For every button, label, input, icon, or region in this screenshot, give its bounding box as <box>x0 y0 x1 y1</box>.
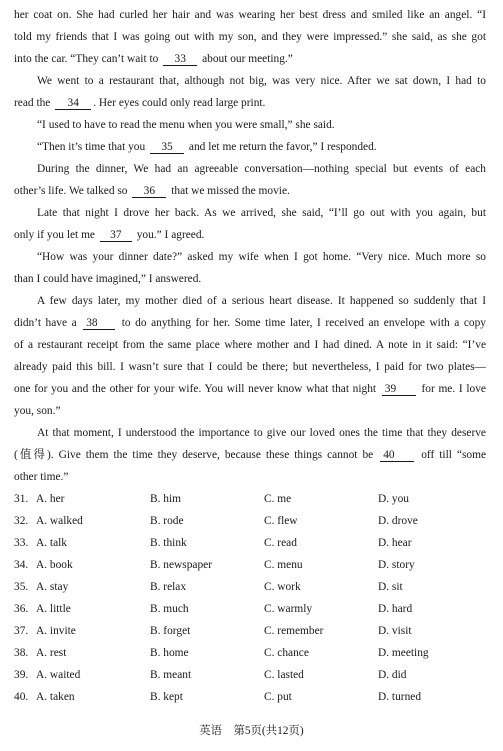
passage-line-22: other time.” <box>14 471 69 483</box>
option-d: D. turned <box>378 691 422 703</box>
passage-line-16: of a restaurant receipt from the same place where mother and I had dined. A note in it said: “I’ve <box>14 339 486 351</box>
option-d: D. sit <box>378 581 403 593</box>
blank-40: 40 <box>380 449 414 462</box>
option-b: B. kept <box>150 691 183 703</box>
option-d: D. visit <box>378 625 412 637</box>
option-d: D. drove <box>378 515 418 527</box>
passage-line-20: At that moment, I understood the importance to give our loved ones the time that they deserve <box>37 427 486 439</box>
option-c: C. menu <box>264 559 303 571</box>
text: and let me return the favor,” I responded. <box>188 141 377 153</box>
text: . Her eyes could only read large print. <box>93 97 266 109</box>
passage-line-13: than I could have imagined,” I answered. <box>14 273 202 285</box>
option-a: A. taken <box>36 691 75 703</box>
option-a: A. her <box>36 493 65 505</box>
option-c: C. warmly <box>264 603 313 615</box>
option-c: C. work <box>264 581 301 593</box>
text: you.” I agreed. <box>136 229 205 241</box>
blank-36: 36 <box>132 185 166 198</box>
text: I <box>482 9 486 21</box>
option-c: C. read <box>264 537 297 549</box>
text: about our meeting.” <box>202 53 293 65</box>
passage-line-7 <box>37 140 377 154</box>
option-c: C. chance <box>264 647 309 659</box>
question-number: 32. <box>14 515 29 527</box>
option-d: D. did <box>378 669 407 681</box>
option-b: B. relax <box>150 581 187 593</box>
option-c: C. put <box>264 691 292 703</box>
question-number: 36. <box>14 603 29 615</box>
option-a: A. book <box>36 559 73 571</box>
option-c: C. remember <box>264 625 324 637</box>
blank-38: 38 <box>83 317 115 330</box>
question-number: 31. <box>14 493 29 505</box>
option-a: A. talk <box>36 537 68 549</box>
option-a: A. rest <box>36 647 67 659</box>
blank-37: 37 <box>100 229 132 242</box>
option-b: B. forget <box>150 625 191 637</box>
question-number: 33. <box>14 537 29 549</box>
passage-line-3 <box>14 52 293 66</box>
text: (值得). Give them the time they deserve, because these things cannot be <box>14 449 374 461</box>
option-c: C. me <box>264 493 292 505</box>
page-footer: 英语 第5页(共12页) <box>199 725 304 737</box>
text: for me. I love <box>421 383 486 395</box>
option-a: A. invite <box>36 625 76 637</box>
passage-line-4: We went to a restaurant that, although not big, was very nice. After we sat down, I had to <box>37 75 486 87</box>
question-number: 40. <box>14 691 29 703</box>
question-number: 37. <box>14 625 29 637</box>
option-a: A. stay <box>36 581 69 593</box>
text: one for you and the other for your wife. You will never know what that night <box>14 383 377 395</box>
option-a: A. little <box>36 603 71 615</box>
option-c: C. flew <box>264 515 298 527</box>
blank-39: 39 <box>382 383 416 396</box>
text: “Then it’s time that you <box>37 141 146 153</box>
option-a: A. walked <box>36 515 83 527</box>
passage-line-2: told my friends that I was going out with my son, and they were impressed.” she said, as she got <box>14 31 486 43</box>
text: off till “some <box>421 449 487 461</box>
option-a: A. waited <box>36 669 81 681</box>
passage-line-14: A few days later, my mother died of a serious heart disease. It happened so suddenly that I <box>37 295 486 307</box>
option-b: B. think <box>150 537 187 549</box>
option-c: C. lasted <box>264 669 304 681</box>
option-d: D. you <box>378 493 410 505</box>
question-number: 39. <box>14 669 29 681</box>
passage-line-9 <box>14 184 290 198</box>
option-d: D. meeting <box>378 647 429 659</box>
text: her coat on. She had curled her hair and was wearing her best dress and smiled like an angel. “ <box>14 9 483 21</box>
text: other’s life. We talked so <box>14 185 128 197</box>
blank-35: 35 <box>150 141 184 154</box>
blank-34: 34 <box>55 97 91 110</box>
passage-line-19: you, son.” <box>14 405 61 417</box>
option-d: D. story <box>378 559 415 571</box>
option-b: B. newspaper <box>150 559 212 571</box>
question-number: 35. <box>14 581 29 593</box>
question-number: 38. <box>14 647 29 659</box>
passage-line-10: Late that night I drove her back. As we arrived, she said, “I’ll go out with you again, but <box>37 207 486 219</box>
option-d: D. hard <box>378 603 413 615</box>
blank-33: 33 <box>163 53 197 66</box>
passage-line-5 <box>14 96 265 110</box>
option-b: B. meant <box>150 669 192 681</box>
passage-line-1 <box>14 8 486 22</box>
option-b: B. rode <box>150 515 184 527</box>
text: read the <box>14 97 51 109</box>
passage-line-18 <box>14 382 486 396</box>
question-number: 34. <box>14 559 29 571</box>
passage-line-8: During the dinner, We had an agreeable conversation—nothing special but events of each <box>37 163 486 175</box>
passage-line-12: “How was your dinner date?” asked my wife when I got home. “Very nice. Much more so <box>37 251 486 263</box>
text: to do anything for her. Some time later, I received an envelope with a copy <box>121 317 486 329</box>
passage-line-21 <box>14 448 486 462</box>
text: that we missed the movie. <box>171 185 290 197</box>
text: didn’t have a <box>14 317 77 329</box>
option-b: B. much <box>150 603 189 615</box>
option-b: B. home <box>150 647 189 659</box>
passage-line-17: already paid this bill. I wasn’t sure that I could be there; but nevertheless, I paid for two plates— <box>14 361 486 373</box>
text: only if you let me <box>14 229 95 241</box>
passage-line-11 <box>14 228 204 242</box>
option-b: B. him <box>150 493 182 505</box>
option-d: D. hear <box>378 537 412 549</box>
text: into the car. “They can’t wait to <box>14 53 159 65</box>
passage-line-6: “I used to have to read the menu when you were small,” she said. <box>37 119 335 131</box>
passage-line-15 <box>14 316 486 330</box>
